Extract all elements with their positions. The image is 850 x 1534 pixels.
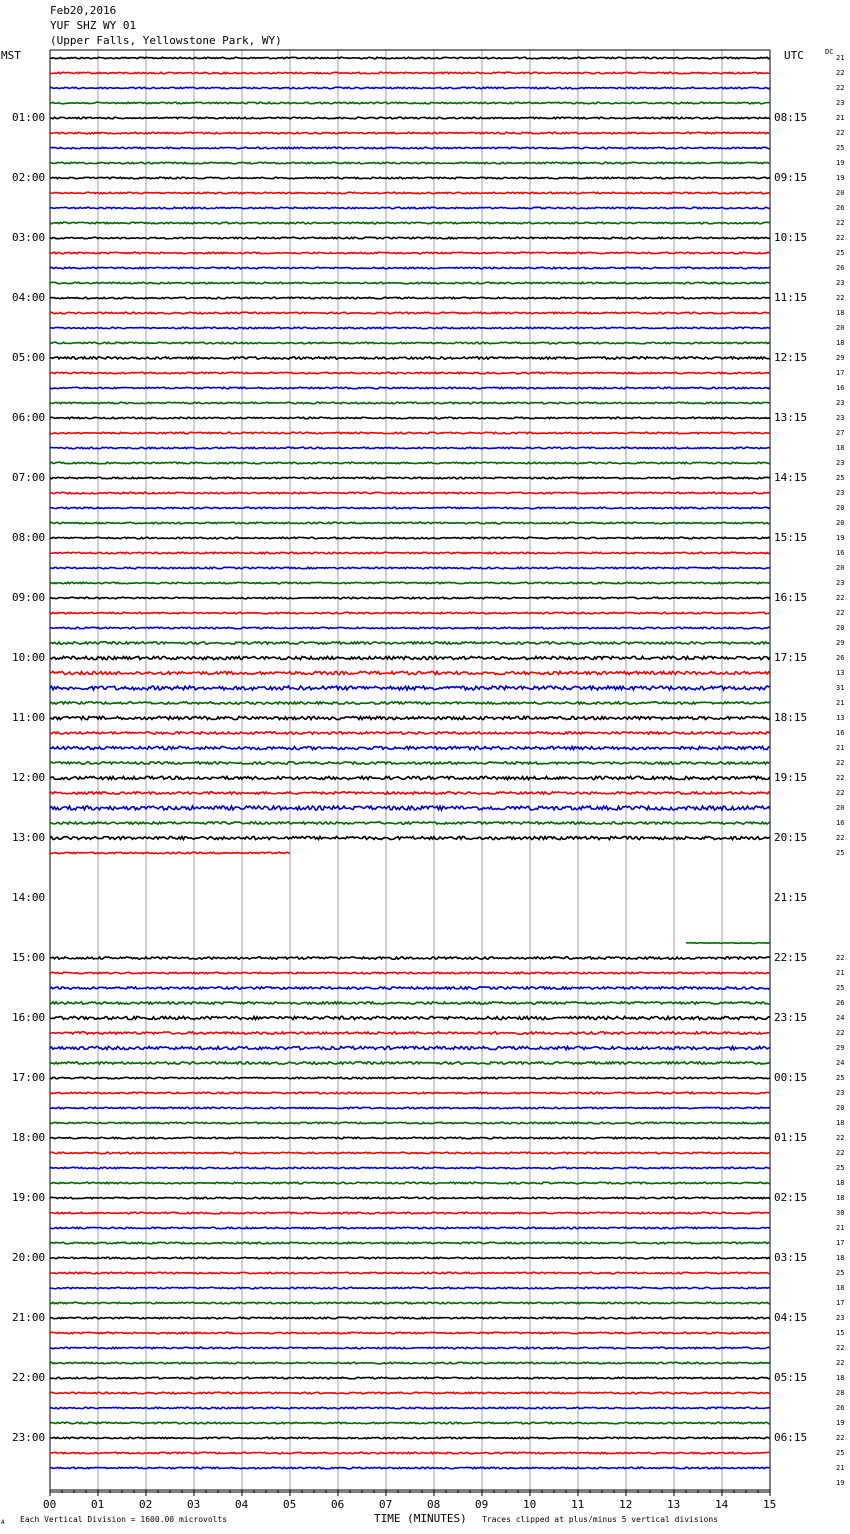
trace-row-13 bbox=[50, 252, 770, 254]
dc-offset-label: 20 bbox=[836, 504, 845, 512]
dc-offset-label: 21 bbox=[836, 969, 845, 977]
trace-row-41 bbox=[50, 671, 770, 674]
trace-row-94 bbox=[50, 1467, 770, 1469]
x-tick-label: 05 bbox=[283, 1498, 297, 1511]
dc-offset-label: 25 bbox=[836, 1269, 845, 1277]
dc-offset-label: 27 bbox=[836, 429, 845, 437]
dc-offset-label: 21 bbox=[836, 114, 845, 122]
dc-offset-label: 22 bbox=[836, 1134, 845, 1142]
trace-row-32 bbox=[50, 537, 770, 539]
dc-offset-label: 20 bbox=[836, 1104, 845, 1112]
dc-offset-label: 22 bbox=[836, 294, 845, 302]
dc-offset-label: 22 bbox=[836, 129, 845, 137]
left-hour-label: 12:00 bbox=[12, 771, 46, 784]
trace-row-65 bbox=[50, 1032, 770, 1034]
dc-offset-label: 18 bbox=[836, 1194, 845, 1202]
dc-title: DC bbox=[825, 48, 834, 56]
right-hour-label: 18:15 bbox=[774, 711, 808, 724]
trace-row-78 bbox=[50, 1227, 770, 1229]
trace-row-29 bbox=[50, 492, 770, 494]
dc-offset-label: 23 bbox=[836, 99, 845, 107]
right-hour-label: 17:15 bbox=[774, 651, 808, 664]
dc-offset-label: 19 bbox=[836, 159, 845, 167]
trace-row-81 bbox=[50, 1272, 770, 1274]
trace-row-23 bbox=[50, 402, 770, 404]
trace-row-48 bbox=[50, 776, 770, 779]
x-axis bbox=[50, 1490, 770, 1496]
trace-row-6 bbox=[50, 147, 770, 149]
trace-row-87 bbox=[50, 1362, 770, 1364]
trace-row-74 bbox=[50, 1167, 770, 1169]
trace-row-85 bbox=[50, 1332, 770, 1334]
trace-row-53 bbox=[50, 852, 290, 854]
trace-row-19 bbox=[50, 342, 770, 344]
trace-row-72 bbox=[50, 1137, 770, 1139]
trace-row-7 bbox=[50, 162, 770, 164]
dc-offset-label: 21 bbox=[836, 54, 845, 62]
trace-layer bbox=[50, 57, 770, 1469]
dc-offset-label: 24 bbox=[836, 1059, 845, 1067]
dc-offset-label: 22 bbox=[836, 69, 845, 77]
right-hour-label: 00:15 bbox=[774, 1071, 808, 1084]
trace-row-44 bbox=[50, 716, 770, 719]
dc-offset-label: 18 bbox=[836, 1374, 845, 1382]
trace-row-5 bbox=[50, 132, 770, 134]
dc-offset-label: 18 bbox=[836, 1254, 845, 1262]
trace-row-1 bbox=[50, 72, 770, 74]
x-tick-label: 00 bbox=[43, 1498, 57, 1511]
dc-offset-label: 16 bbox=[836, 819, 845, 827]
x-tick-label: 13 bbox=[667, 1498, 681, 1511]
dc-offset-label: 18 bbox=[836, 444, 845, 452]
trace-row-33 bbox=[50, 552, 770, 554]
trace-row-22 bbox=[50, 387, 770, 389]
dc-offset-label: 29 bbox=[836, 354, 845, 362]
trace-row-73 bbox=[50, 1152, 770, 1154]
trace-row-90 bbox=[50, 1407, 770, 1409]
trace-row-17 bbox=[50, 312, 770, 314]
dc-offset-label: 23 bbox=[836, 1089, 845, 1097]
trace-row-63 bbox=[50, 1002, 770, 1004]
dc-offset-label: 17 bbox=[836, 369, 845, 377]
dc-offset-label: 23 bbox=[836, 459, 845, 467]
dc-offset-label: 20 bbox=[836, 324, 845, 332]
right-hour-label: 22:15 bbox=[774, 951, 808, 964]
trace-row-88 bbox=[50, 1377, 770, 1379]
trace-row-79 bbox=[50, 1242, 770, 1244]
trace-row-51 bbox=[50, 822, 770, 824]
trace-row-66 bbox=[50, 1046, 770, 1049]
dc-offset-label: 19 bbox=[836, 1479, 845, 1487]
x-tick-label: 04 bbox=[235, 1498, 249, 1511]
left-hour-label: 05:00 bbox=[12, 351, 46, 364]
x-tick-label: 03 bbox=[187, 1498, 201, 1511]
dc-offset-label: 25 bbox=[836, 1164, 845, 1172]
left-hour-label: 21:00 bbox=[12, 1311, 46, 1324]
right-hour-label: 05:15 bbox=[774, 1371, 808, 1384]
dc-offset-label: 24 bbox=[836, 1014, 845, 1022]
left-hour-label: 23:00 bbox=[12, 1431, 46, 1444]
trace-row-47 bbox=[50, 762, 770, 764]
trace-row-64 bbox=[50, 1016, 770, 1019]
dc-offset-label: 22 bbox=[836, 1434, 845, 1442]
dc-offset-label: 25 bbox=[836, 249, 845, 257]
trace-row-0 bbox=[50, 57, 770, 59]
trace-row-11 bbox=[50, 222, 770, 224]
left-hour-label: 15:00 bbox=[12, 951, 46, 964]
dc-offset-label: 23 bbox=[836, 399, 845, 407]
trace-row-50 bbox=[50, 806, 770, 810]
trace-row-46 bbox=[50, 746, 770, 749]
trace-row-69 bbox=[50, 1092, 770, 1094]
trace-row-37 bbox=[50, 612, 770, 614]
x-tick-label: 11 bbox=[571, 1498, 585, 1511]
dc-offset-label: 18 bbox=[836, 1179, 845, 1187]
trace-row-16 bbox=[50, 297, 770, 299]
left-hour-label: 11:00 bbox=[12, 711, 46, 724]
dc-offset-label: 17 bbox=[836, 1299, 845, 1307]
station-date: Feb20,2016 bbox=[50, 4, 117, 17]
trace-row-92 bbox=[50, 1437, 770, 1439]
dc-offset-label: 28 bbox=[836, 1389, 845, 1397]
trace-row-25 bbox=[50, 432, 770, 434]
vertical-division-note: Each Vertical Division = 1600.00 microvolts bbox=[20, 1515, 228, 1524]
trace-row-8 bbox=[50, 177, 770, 179]
x-axis-title: TIME (MINUTES) bbox=[374, 1512, 467, 1525]
left-hour-label: 02:00 bbox=[12, 171, 46, 184]
right-hour-label: 06:15 bbox=[774, 1431, 808, 1444]
dc-offset-label: 25 bbox=[836, 984, 845, 992]
dc-offset-label: 13 bbox=[836, 669, 845, 677]
right-hour-label: 09:15 bbox=[774, 171, 808, 184]
trace-row-80 bbox=[50, 1257, 770, 1259]
x-tick-label: 14 bbox=[715, 1498, 729, 1511]
dc-offset-label: 29 bbox=[836, 639, 845, 647]
trace-row-9 bbox=[50, 192, 770, 194]
dc-offset-label: 31 bbox=[836, 684, 845, 692]
dc-offset-label: 22 bbox=[836, 84, 845, 92]
trace-row-35 bbox=[50, 582, 770, 584]
dc-offset-label: 21 bbox=[836, 699, 845, 707]
dc-offset-label: 20 bbox=[836, 519, 845, 527]
dc-offset-label: 20 bbox=[836, 624, 845, 632]
corner-mark: A bbox=[1, 1519, 5, 1526]
dc-offset-label: 22 bbox=[836, 1359, 845, 1367]
right-hour-label: 08:15 bbox=[774, 111, 808, 124]
station-channel: YUF SHZ WY 01 bbox=[50, 19, 137, 32]
right-hour-label: 20:15 bbox=[774, 831, 808, 844]
x-tick-label: 12 bbox=[619, 1498, 633, 1511]
dc-offset-label: 13 bbox=[836, 714, 845, 722]
dc-offset-label: 18 bbox=[836, 309, 845, 317]
left-hour-label: 18:00 bbox=[12, 1131, 46, 1144]
left-hour-label: 07:00 bbox=[12, 471, 46, 484]
dc-offset-label: 20 bbox=[836, 189, 845, 197]
right-hour-label: 19:15 bbox=[774, 771, 808, 784]
trace-row-4 bbox=[50, 117, 770, 119]
trace-row-84 bbox=[50, 1317, 770, 1319]
left-hour-label: 20:00 bbox=[12, 1251, 46, 1264]
trace-row-59 bbox=[686, 943, 770, 944]
dc-offset-label: 20 bbox=[836, 804, 845, 812]
left-hour-label: 09:00 bbox=[12, 591, 46, 604]
dc-offset-label: 25 bbox=[836, 1449, 845, 1457]
trace-row-68 bbox=[50, 1077, 770, 1079]
trace-row-52 bbox=[50, 836, 770, 839]
dc-offset-label: 16 bbox=[836, 549, 845, 557]
trace-row-24 bbox=[50, 417, 770, 419]
dc-offset-label: 25 bbox=[836, 849, 845, 857]
trace-row-21 bbox=[50, 372, 770, 374]
station-location: (Upper Falls, Yellowstone Park, WY) bbox=[50, 34, 282, 47]
left-axis-title: MST bbox=[1, 49, 21, 62]
dc-offset-label: 18 bbox=[836, 1284, 845, 1292]
dc-offset-label: 16 bbox=[836, 729, 845, 737]
right-hour-label: 16:15 bbox=[774, 591, 808, 604]
trace-row-93 bbox=[50, 1452, 770, 1454]
x-tick-label: 10 bbox=[523, 1498, 537, 1511]
trace-row-77 bbox=[50, 1212, 770, 1214]
left-hour-label: 22:00 bbox=[12, 1371, 46, 1384]
trace-row-71 bbox=[50, 1122, 770, 1124]
left-hour-label: 03:00 bbox=[12, 231, 46, 244]
trace-row-26 bbox=[50, 447, 770, 449]
left-hour-label: 06:00 bbox=[12, 411, 46, 424]
dc-offset-label: 22 bbox=[836, 1029, 845, 1037]
dc-offset-label: 25 bbox=[836, 474, 845, 482]
trace-row-43 bbox=[50, 702, 770, 704]
dc-offset-label: 25 bbox=[836, 144, 845, 152]
x-tick-label: 06 bbox=[331, 1498, 345, 1511]
trace-row-83 bbox=[50, 1302, 770, 1304]
dc-offset-label: 22 bbox=[836, 594, 845, 602]
right-hour-label: 04:15 bbox=[774, 1311, 808, 1324]
dc-offset-label: 23 bbox=[836, 1314, 845, 1322]
trace-row-82 bbox=[50, 1287, 770, 1289]
left-hour-label: 13:00 bbox=[12, 831, 46, 844]
dc-offset-label: 22 bbox=[836, 954, 845, 962]
left-hour-label: 08:00 bbox=[12, 531, 46, 544]
dc-offset-label: 26 bbox=[836, 264, 845, 272]
right-hour-label: 10:15 bbox=[774, 231, 808, 244]
dc-offset-label: 30 bbox=[836, 1209, 845, 1217]
dc-offset-label: 23 bbox=[836, 414, 845, 422]
dc-offset-label: 22 bbox=[836, 1344, 845, 1352]
dc-offset-label: 20 bbox=[836, 564, 845, 572]
trace-row-2 bbox=[50, 87, 770, 89]
left-hour-label: 14:00 bbox=[12, 891, 46, 904]
trace-row-12 bbox=[50, 237, 770, 239]
trace-row-10 bbox=[50, 207, 770, 209]
trace-row-40 bbox=[50, 656, 770, 659]
dc-offset-label: 23 bbox=[836, 279, 845, 287]
dc-offset-label: 21 bbox=[836, 1464, 845, 1472]
dc-offset-label: 22 bbox=[836, 774, 845, 782]
trace-row-38 bbox=[50, 627, 770, 629]
dc-offset-label: 26 bbox=[836, 654, 845, 662]
right-hour-label: 21:15 bbox=[774, 891, 808, 904]
dc-offset-label: 22 bbox=[836, 789, 845, 797]
dc-offset-label: 22 bbox=[836, 234, 845, 242]
left-hour-label: 16:00 bbox=[12, 1011, 46, 1024]
x-tick-label: 02 bbox=[139, 1498, 153, 1511]
right-hour-label: 11:15 bbox=[774, 291, 808, 304]
clip-note: Traces clipped at plus/minus 5 vertical divisions bbox=[482, 1515, 719, 1524]
dc-offset-label: 21 bbox=[836, 1224, 845, 1232]
dc-offset-label: 19 bbox=[836, 174, 845, 182]
right-hour-label: 03:15 bbox=[774, 1251, 808, 1264]
dc-offset-label: 17 bbox=[836, 1239, 845, 1247]
x-tick-label: 01 bbox=[91, 1498, 105, 1511]
dc-offset-label: 16 bbox=[836, 384, 845, 392]
left-hour-label: 17:00 bbox=[12, 1071, 46, 1084]
trace-row-34 bbox=[50, 567, 770, 569]
x-tick-label: 08 bbox=[427, 1498, 441, 1511]
x-tick-label: 09 bbox=[475, 1498, 489, 1511]
trace-row-42 bbox=[50, 686, 770, 690]
trace-row-62 bbox=[50, 987, 770, 989]
trace-row-49 bbox=[50, 792, 770, 794]
left-hour-label: 19:00 bbox=[12, 1191, 46, 1204]
trace-row-36 bbox=[50, 597, 770, 599]
trace-row-45 bbox=[50, 732, 770, 734]
trace-row-89 bbox=[50, 1392, 770, 1394]
dc-offset-label: 19 bbox=[836, 1419, 845, 1427]
right-hour-label: 01:15 bbox=[774, 1131, 808, 1144]
right-hour-label: 15:15 bbox=[774, 531, 808, 544]
trace-row-15 bbox=[50, 282, 770, 284]
trace-row-70 bbox=[50, 1107, 770, 1109]
dc-offset-label: 21 bbox=[836, 744, 845, 752]
dc-offset-label: 23 bbox=[836, 489, 845, 497]
left-hour-label: 01:00 bbox=[12, 111, 46, 124]
trace-row-75 bbox=[50, 1182, 770, 1184]
x-tick-label: 15 bbox=[763, 1498, 777, 1511]
trace-row-20 bbox=[50, 357, 770, 359]
left-hour-label: 10:00 bbox=[12, 651, 46, 664]
grid-lines bbox=[50, 50, 770, 1492]
dc-offset-label: 22 bbox=[836, 609, 845, 617]
right-hour-label: 12:15 bbox=[774, 351, 808, 364]
trace-row-39 bbox=[50, 642, 770, 644]
dc-offset-label: 26 bbox=[836, 1404, 845, 1412]
trace-row-60 bbox=[50, 957, 770, 959]
dc-offset-label: 22 bbox=[836, 759, 845, 767]
trace-row-18 bbox=[50, 327, 770, 329]
dc-offset-label: 22 bbox=[836, 834, 845, 842]
trace-row-3 bbox=[50, 102, 770, 104]
dc-offset-label: 23 bbox=[836, 579, 845, 587]
dc-offset-label: 22 bbox=[836, 1149, 845, 1157]
trace-row-27 bbox=[50, 462, 770, 464]
dc-offset-label: 19 bbox=[836, 534, 845, 542]
right-axis-title: UTC bbox=[784, 49, 804, 62]
x-tick-label: 07 bbox=[379, 1498, 393, 1511]
trace-row-91 bbox=[50, 1422, 770, 1424]
dc-offset-label: 22 bbox=[836, 219, 845, 227]
trace-row-61 bbox=[50, 972, 770, 974]
dc-offset-label: 26 bbox=[836, 204, 845, 212]
trace-row-30 bbox=[50, 507, 770, 509]
left-hour-label: 04:00 bbox=[12, 291, 46, 304]
right-hour-label: 13:15 bbox=[774, 411, 808, 424]
right-hour-label: 02:15 bbox=[774, 1191, 808, 1204]
right-hour-label: 23:15 bbox=[774, 1011, 808, 1024]
dc-offset-label: 18 bbox=[836, 339, 845, 347]
dc-offset-label: 18 bbox=[836, 1119, 845, 1127]
trace-row-67 bbox=[50, 1062, 770, 1064]
trace-row-86 bbox=[50, 1347, 770, 1349]
dc-offset-label: 15 bbox=[836, 1329, 845, 1337]
trace-row-76 bbox=[50, 1197, 770, 1199]
trace-row-28 bbox=[50, 477, 770, 479]
right-hour-label: 14:15 bbox=[774, 471, 808, 484]
dc-offset-label: 25 bbox=[836, 1074, 845, 1082]
trace-row-14 bbox=[50, 267, 770, 269]
trace-row-31 bbox=[50, 522, 770, 524]
dc-offset-label: 26 bbox=[836, 999, 845, 1007]
dc-offset-label: 29 bbox=[836, 1044, 845, 1052]
